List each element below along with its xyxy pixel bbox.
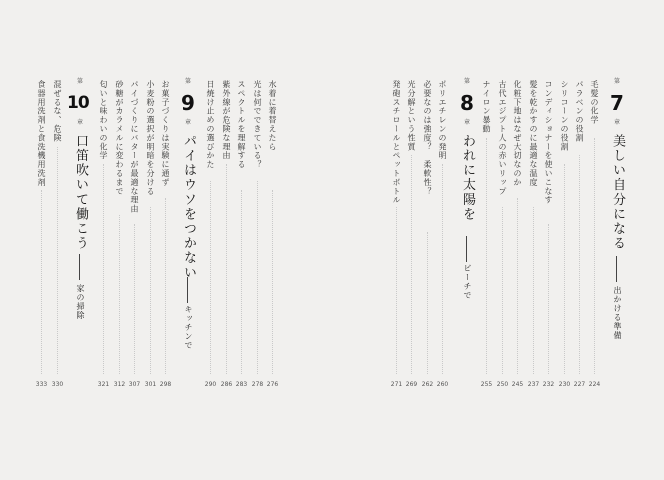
leader-line	[411, 155, 412, 374]
toc-entry[interactable]	[220, 0, 233, 480]
chapter-8-label-bottom: 章	[463, 119, 470, 126]
toc-entry[interactable]	[421, 0, 434, 480]
leader-line	[241, 190, 242, 374]
chapter-10-title: 口笛吹いて働こう	[73, 134, 88, 251]
leader-line	[594, 138, 595, 374]
leader-line	[548, 224, 549, 374]
toc-entry-title: 毛髪の化学	[590, 80, 599, 125]
leader-line	[150, 207, 151, 374]
toc-entry[interactable]	[511, 0, 524, 480]
toc-entry-title: パイづくりにバターが最適な理由	[130, 80, 139, 214]
toc-entry-page: 271	[390, 381, 403, 388]
toc-entry-page: 262	[421, 381, 434, 388]
chapter-9-number: 9	[181, 91, 194, 115]
chapter-10-number: 10	[67, 93, 89, 113]
toc-entry[interactable]	[113, 0, 126, 480]
toc-entry-title: ポリエチレンの発明	[438, 80, 447, 161]
chapter-9-title: パイはウソをつかない	[181, 134, 196, 280]
leader-line	[502, 207, 503, 374]
leader-line	[427, 232, 428, 374]
toc-entry-title: 食器用洗剤と食洗機用洗剤	[37, 80, 46, 187]
toc-entry[interactable]	[251, 0, 264, 480]
leader-line	[442, 164, 443, 374]
toc-entry-title: 必要なのは強度？ 柔軟性？	[423, 80, 432, 196]
chapter-9-label-top: 第	[184, 78, 191, 85]
chapter-8-subtitle: ビーチで	[463, 264, 472, 300]
leader-line	[579, 155, 580, 374]
toc-entry-title: 匂いと味わいの化学	[99, 80, 108, 161]
chapter-9-label-bottom: 章	[184, 119, 191, 126]
chapter-9-subtitle: キッチンで	[184, 305, 193, 350]
toc-entry[interactable]	[204, 0, 217, 480]
toc-entry[interactable]	[588, 0, 601, 480]
toc-entry-title: 小麦粉の選択が明暗を分ける	[146, 80, 155, 196]
toc-entry-page: 290	[204, 381, 217, 388]
toc-entry-title: ナイロン暴動	[482, 80, 491, 134]
toc-entry-page: 269	[405, 381, 418, 388]
toc-entry[interactable]	[436, 0, 449, 480]
toc-entry-page: 301	[144, 381, 157, 388]
chapter-9-dash	[187, 277, 188, 303]
chapter-10-label-bottom: 章	[76, 119, 83, 126]
chapter-7-dash	[616, 256, 617, 282]
toc-entry[interactable]	[573, 0, 586, 480]
leader-line	[257, 181, 258, 374]
leader-line	[119, 215, 120, 374]
toc-entry[interactable]	[235, 0, 248, 480]
chapter-7-number: 7	[610, 91, 623, 115]
toc-entry-title: 水着に着替えたら	[268, 80, 277, 152]
toc-entry-page: 330	[51, 381, 64, 388]
chapter-7-label-bottom: 章	[613, 119, 620, 126]
chapter-7-label-top: 第	[613, 78, 620, 85]
chapter-10-subtitle: 家の掃除	[76, 284, 85, 320]
toc-entry-title: 光分解という性質	[407, 80, 416, 152]
toc-entry-page: 237	[527, 381, 540, 388]
toc-entry-title: 髪を乾かすのに最適な温度	[529, 80, 538, 187]
toc-entry[interactable]	[527, 0, 540, 480]
toc-entry-title: シリコーンの役割	[560, 80, 569, 152]
toc-entry[interactable]	[266, 0, 279, 480]
toc-entry-page: 298	[159, 381, 172, 388]
toc-entry-title: 化粧下地はなぜ大切なのか	[513, 80, 522, 187]
leader-line	[564, 164, 565, 374]
toc-entry-title: パラベンの役割	[575, 80, 584, 143]
toc-entry-page: 230	[558, 381, 571, 388]
toc-entry[interactable]	[159, 0, 172, 480]
right-page	[332, 0, 664, 480]
toc-entry[interactable]	[128, 0, 141, 480]
toc-entry-title: 日焼け止めの選びかた	[206, 80, 215, 169]
toc-entry-title: お菓子づくりは実験に通ず	[161, 80, 170, 187]
toc-entry-title: 古代エジプト人の赤いリップ	[498, 80, 507, 196]
chapter-8-number: 8	[460, 91, 473, 115]
chapter-8-title: われに太陽を	[460, 134, 475, 222]
leader-line	[165, 198, 166, 374]
toc-entry[interactable]	[405, 0, 418, 480]
leader-line	[103, 164, 104, 374]
leader-line	[41, 190, 42, 374]
toc-entry-title: 光は何でできている？	[253, 80, 262, 169]
toc-entry-title: スペクトルを理解する	[237, 80, 246, 169]
leader-line	[272, 190, 273, 374]
toc-entry[interactable]	[558, 0, 571, 480]
toc-entry-page: 245	[511, 381, 524, 388]
leader-line	[57, 147, 58, 374]
toc-entry-page: 286	[220, 381, 233, 388]
toc-entry-page: 278	[251, 381, 264, 388]
chapter-8-dash	[466, 236, 467, 262]
toc-entry-page: 255	[480, 381, 493, 388]
leader-line	[134, 224, 135, 374]
toc-entry[interactable]	[35, 0, 48, 480]
toc-entry[interactable]	[480, 0, 493, 480]
toc-entry-page: 260	[436, 381, 449, 388]
toc-entry[interactable]	[496, 0, 509, 480]
leader-line	[533, 207, 534, 374]
chapter-10-dash	[79, 254, 80, 280]
chapter-7-subtitle: 出かける準備	[613, 286, 622, 340]
leader-line	[486, 138, 487, 374]
chapter-7-title: 美しい自分になる	[610, 134, 625, 251]
toc-entry-page: 227	[573, 381, 586, 388]
toc-entry[interactable]	[51, 0, 64, 480]
leader-line	[210, 181, 211, 374]
toc-entry-page: 321	[97, 381, 110, 388]
toc-entry[interactable]	[390, 0, 403, 480]
toc-entry-page: 307	[128, 381, 141, 388]
toc-entry-page: 250	[496, 381, 509, 388]
toc-entry-title: 発砲スチロールとペットボトル	[392, 80, 401, 205]
toc-entry-page: 276	[266, 381, 279, 388]
toc-entry-page: 224	[588, 381, 601, 388]
toc-entry-title: コンディショナーを使いこなす	[544, 80, 553, 205]
chapter-10-label-top: 第	[76, 78, 83, 85]
toc-entry-page: 232	[542, 381, 555, 388]
leader-line	[517, 198, 518, 374]
toc-entry[interactable]	[542, 0, 555, 480]
chapter-8-label-top: 第	[463, 78, 470, 85]
toc-entry[interactable]	[144, 0, 157, 480]
toc-entry-title: 紫外線が危険な理由	[222, 80, 231, 161]
toc-entry-title: 混ぜるな、危険	[53, 80, 62, 143]
toc-entry-page: 283	[235, 381, 248, 388]
leader-line	[226, 164, 227, 374]
leader-line	[396, 207, 397, 374]
toc-entry-page: 312	[113, 381, 126, 388]
toc-entry[interactable]	[97, 0, 110, 480]
toc-entry-page: 333	[35, 381, 48, 388]
toc-entry-title: 砂糖がカラメルに変わるまで	[115, 80, 124, 196]
